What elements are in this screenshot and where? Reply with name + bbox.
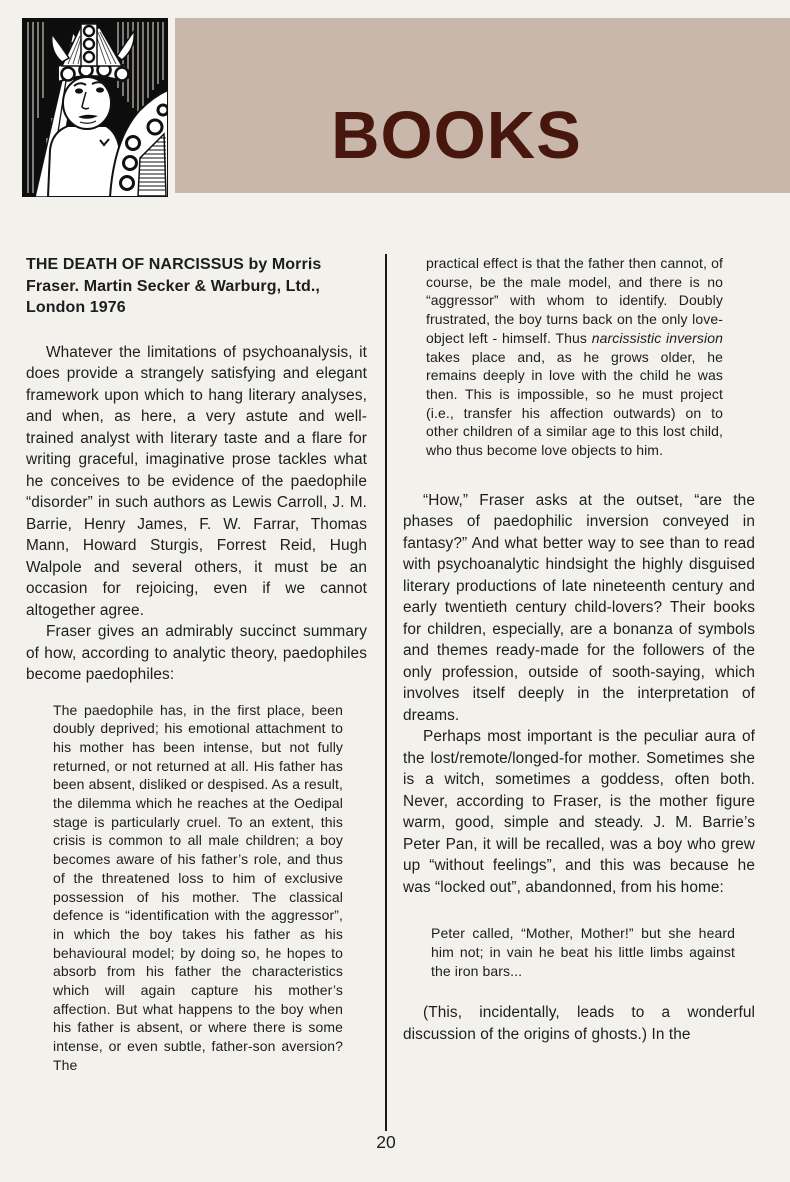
page-number: 20: [376, 1132, 396, 1152]
warrior-woodcut-illustration: [22, 18, 168, 197]
column-divider-rule: [385, 254, 387, 1131]
quote-text: takes place and, as he grows older, he remains deeply in love with the child he was then. This is impossible, so he must project (i.e., transfer his affection outwards) on to other children of a similar age to this lost child, who thus become love objects to him.: [426, 348, 723, 459]
body-paragraph: (This, incidentally, leads to a wonderful discussion of the origins of ghosts.) In the: [403, 1004, 755, 1043]
block-quote-peter: Peter called, “Mother, Mother!” but she heard him not; in vain he beat his little limbs against the iron bars...: [431, 925, 735, 979]
warrior-woodcut-icon: [22, 18, 168, 197]
books-banner: [175, 18, 790, 193]
review-heading: THE DEATH OF NARCISSUS by Morris Fraser. Martin Secker & Warburg, Ltd., London 1976: [26, 256, 322, 316]
left-column: [26, 254, 367, 1075]
body-paragraph: Perhaps most important is the peculiar aura of the lost/remote/longed-for mother. Sometimes she is a witch, sometimes a goddess, often both. Never, according to Fraser, is the mother figure warm, good, simple and steady. J. M. Barrie’s Peter Pan, it will be recalled, was a boy who grew up “without feelings”, and this was because he was “locked out”, abandonned, from his home:: [403, 728, 755, 896]
body-paragraph: “How,” Fraser asks at the outset, “are the phases of paedophilic inversion conveyed in fantasy?” And what better way to see than to read with psychoanalytic hindsight the highly disguised literary productions of late nineteenth century and early twentieth century child-lovers? Their books for children, especially, are a bonanza of symbols and themes ready-made for the followers of the only profession, outside of sooth-saying, which involves itself deeply in the interpretation of dreams.: [403, 491, 755, 724]
body-paragraph: Whatever the limitations of psychoanalysis, it does provide a strangely satisfying and elegant framework upon which to hang literary analyses, and when, as here, a very astute and well-trained analyst with literary taste and a flare for writing graceful, imaginative prose tackles what he conceives to be evidence of the paedophile “disorder” in such authors as Lewis Carroll, J. M. Barrie, Henry James, F. W. Farrar, Thomas Mann, Howard Sturgis, Forrest Reid, Hugh Walpole and several others, it must be an occasion for rejoicing, even if we cannot altogether agree.: [26, 343, 367, 619]
quote-text: practical effect is that the father then cannot, of course, be the male model, and there is no “aggressor” with whom to identify. Doubly frustrated, the boy turns back on the only love-object left - himself. Thus: [426, 255, 723, 346]
block-quote-continued: [403, 254, 755, 460]
quote-italic-phrase: narcissistic inversion: [591, 329, 723, 346]
section-title: BOOKS: [331, 98, 582, 173]
body-paragraph: Fraser gives an admirably succinct summary of how, according to analytic theory, paedophiles become paedophiles:: [26, 623, 367, 683]
block-quote: The paedophile has, in the first place, been doubly deprived; his emotional attachment to his mother has been intense, but not fully returned, or not returned at all. His father has been absent, disliked or despised. As a result, the dilemma which he reaches at the Oedipal stage is particularly cruel. To an extent, this crisis is common to all male children; a boy becomes aware of his father’s role, and thus of the threatened loss to him of exclusive possession of his mother. The classical defence is “identification with the aggressor”, in which the boy takes his father as his behavioural model; by doing so, he hopes to absorb from his father the characteristics which will again capture his mother’s affection. But what happens to the boy when his father is absent, or where there is some intense, or even subtle, father-son aversion? The: [53, 701, 343, 1073]
right-column: [403, 254, 755, 1045]
